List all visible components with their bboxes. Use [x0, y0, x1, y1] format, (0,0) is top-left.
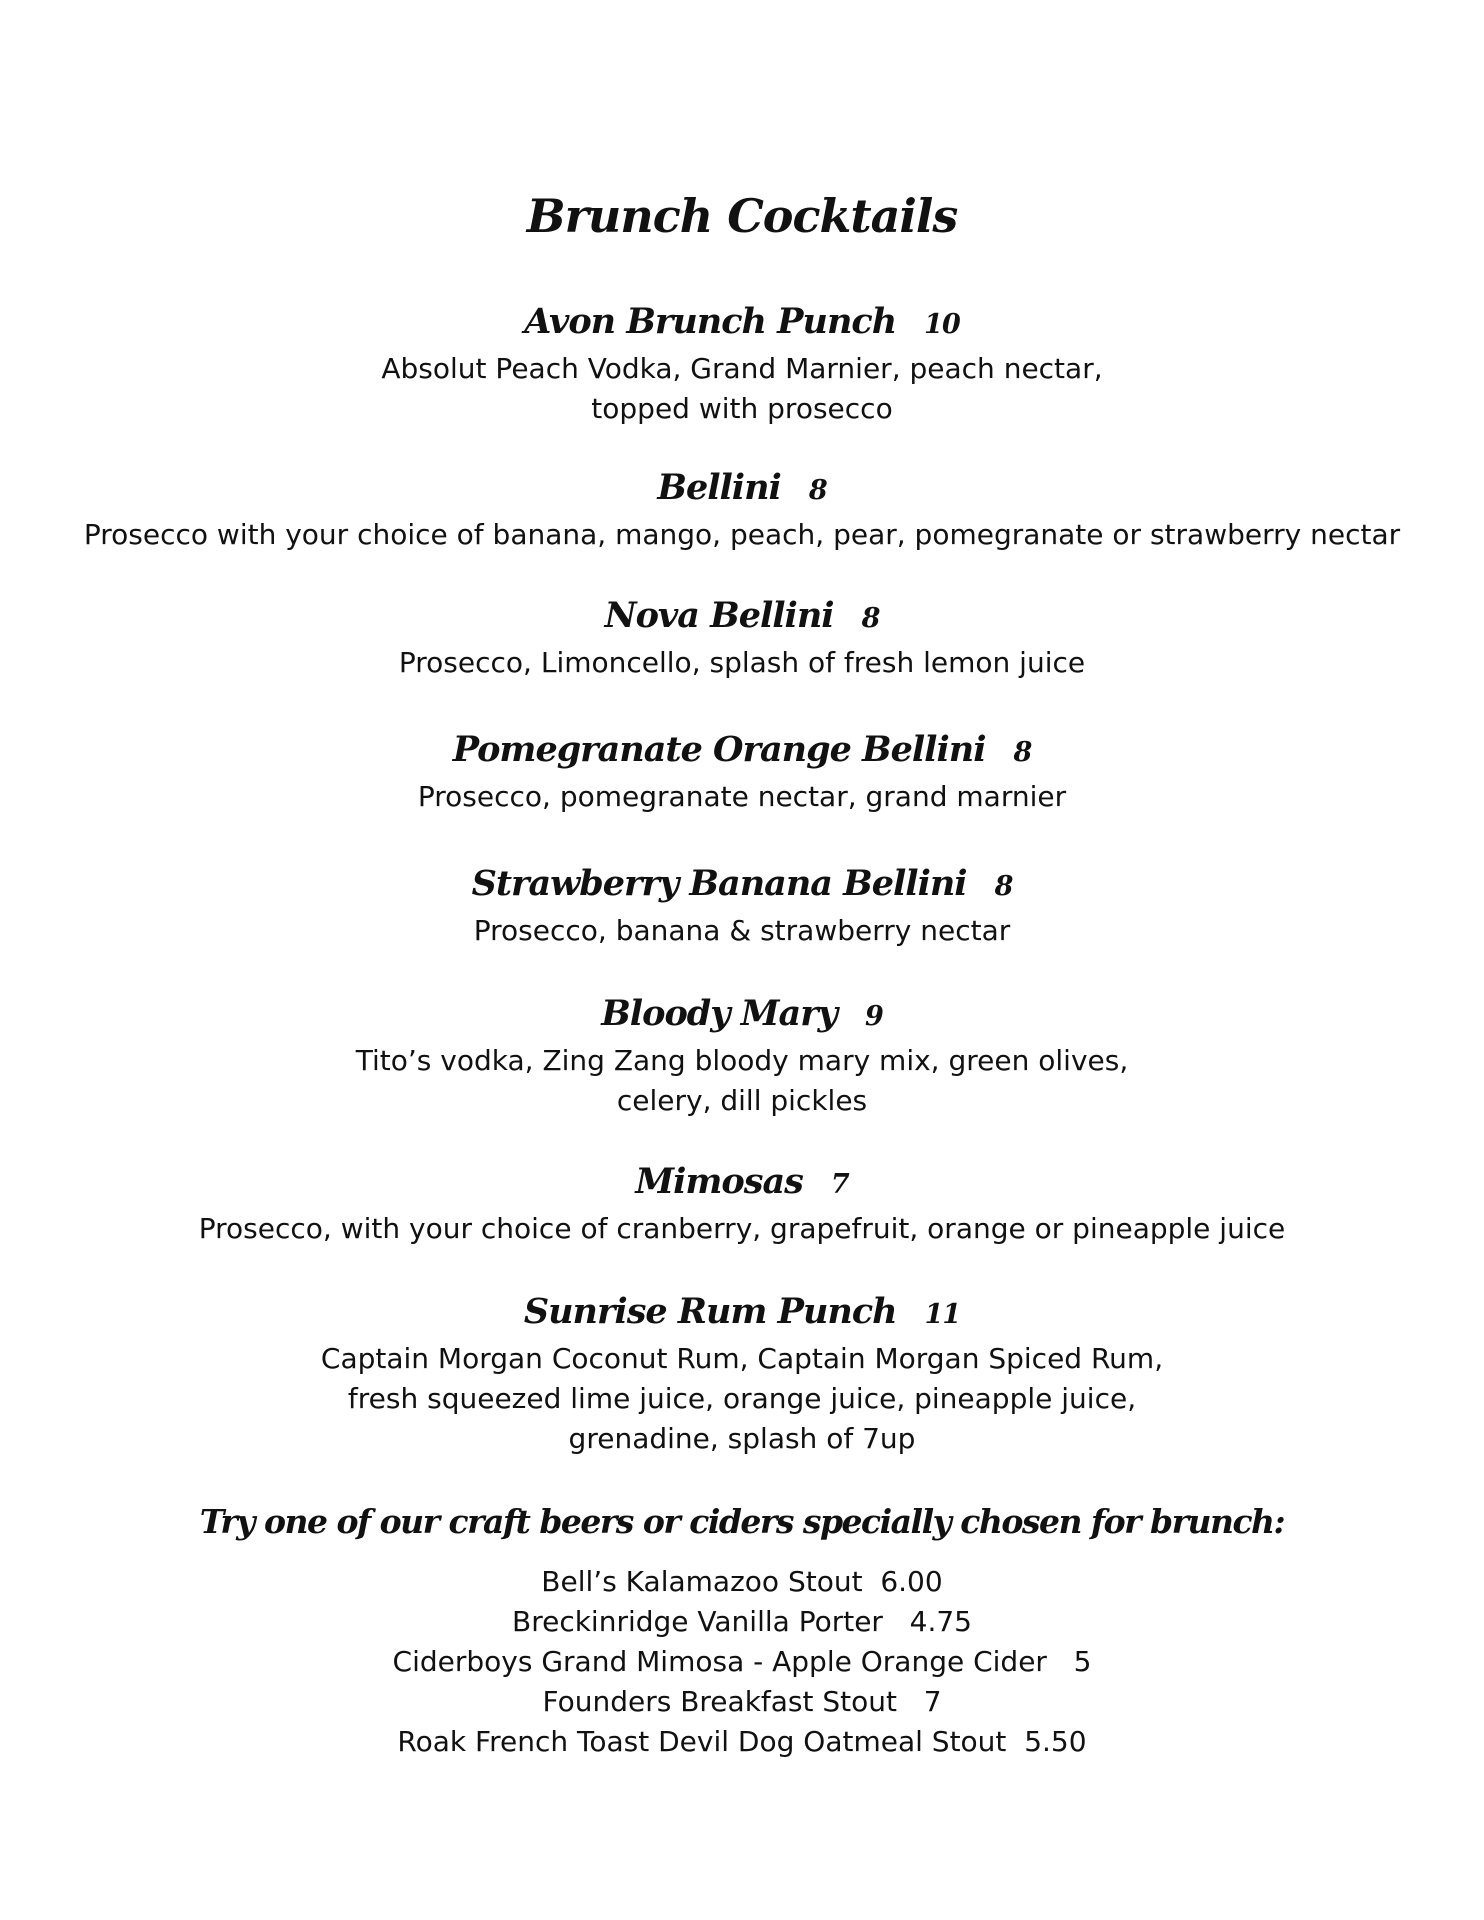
item-name: Bloody Mary	[601, 993, 837, 1034]
menu-item	[0, 594, 1484, 683]
item-price: 7	[830, 1169, 849, 1200]
item-heading	[0, 300, 1484, 347]
item-heading	[0, 594, 1484, 641]
item-heading	[0, 862, 1484, 909]
item-name: Bellini	[657, 467, 781, 508]
description-line: Tito’s vodka, Zing Zang bloody mary mix, green olives,	[355, 1044, 1129, 1077]
item-description	[0, 777, 1484, 817]
item-description	[0, 515, 1484, 555]
item-price: 8	[1013, 737, 1032, 768]
menu-item	[0, 862, 1484, 951]
item-description	[0, 1041, 1484, 1121]
item-price: 9	[864, 1001, 883, 1032]
description-line: Absolut Peach Vodka, Grand Marnier, peach nectar,	[381, 352, 1103, 385]
description-line: Prosecco, banana & strawberry nectar	[473, 914, 1011, 947]
beer-item: Founders Breakfast Stout 7	[542, 1685, 942, 1718]
item-heading	[0, 992, 1484, 1039]
menu-item	[0, 300, 1484, 429]
description-line: Prosecco, with your choice of cranberry, grapefruit, orange or pineapple juice	[198, 1212, 1286, 1245]
beer-section-heading: Try one of our craft beers or ciders specially chosen for brunch:	[199, 1502, 1285, 1541]
item-name: Nova Bellini	[604, 595, 834, 636]
item-description	[0, 643, 1484, 683]
item-description	[0, 349, 1484, 429]
beer-item: Breckinridge Vanilla Porter 4.75	[511, 1605, 972, 1638]
item-heading	[0, 728, 1484, 775]
description-line: fresh squeezed lime juice, orange juice, pineapple juice,	[347, 1382, 1137, 1415]
description-line: Prosecco with your choice of banana, mango, peach, pear, pomegranate or strawberry nectar	[83, 518, 1401, 551]
item-name: Sunrise Rum Punch	[523, 1291, 897, 1332]
item-price: 8	[861, 603, 880, 634]
item-description	[0, 1209, 1484, 1249]
description-line: grenadine, splash of 7up	[568, 1422, 916, 1455]
menu-item	[0, 992, 1484, 1121]
item-heading	[0, 1160, 1484, 1207]
item-heading	[0, 1290, 1484, 1337]
beer-list	[0, 1562, 1484, 1762]
item-description	[0, 1339, 1484, 1459]
description-line: celery, dill pickles	[616, 1084, 868, 1117]
beer-item: Ciderboys Grand Mimosa - Apple Orange Cider 5	[392, 1645, 1092, 1678]
item-heading	[0, 466, 1484, 513]
menu-item	[0, 728, 1484, 817]
item-price: 8	[994, 871, 1013, 902]
beer-item: Bell’s Kalamazoo Stout 6.00	[541, 1565, 943, 1598]
item-name: Mimosas	[635, 1161, 803, 1202]
menu-item	[0, 1160, 1484, 1249]
item-name: Avon Brunch Punch	[524, 301, 897, 342]
description-line: topped with prosecco	[591, 392, 893, 425]
menu-item	[0, 1290, 1484, 1459]
description-line: Prosecco, Limoncello, splash of fresh lemon juice	[398, 646, 1086, 679]
item-price: 11	[924, 1299, 961, 1330]
item-price: 8	[808, 475, 827, 506]
item-price: 10	[924, 309, 960, 340]
menu-title: Brunch Cocktails	[526, 189, 958, 243]
description-line: Captain Morgan Coconut Rum, Captain Morgan Spiced Rum,	[320, 1342, 1164, 1375]
item-description	[0, 911, 1484, 951]
description-line: Prosecco, pomegranate nectar, grand marnier	[417, 780, 1067, 813]
item-name: Strawberry Banana Bellini	[471, 863, 967, 904]
item-name: Pomegranate Orange Bellini	[452, 729, 986, 770]
menu-item	[0, 466, 1484, 555]
beer-item: Roak French Toast Devil Dog Oatmeal Stout 5.50	[397, 1725, 1087, 1758]
